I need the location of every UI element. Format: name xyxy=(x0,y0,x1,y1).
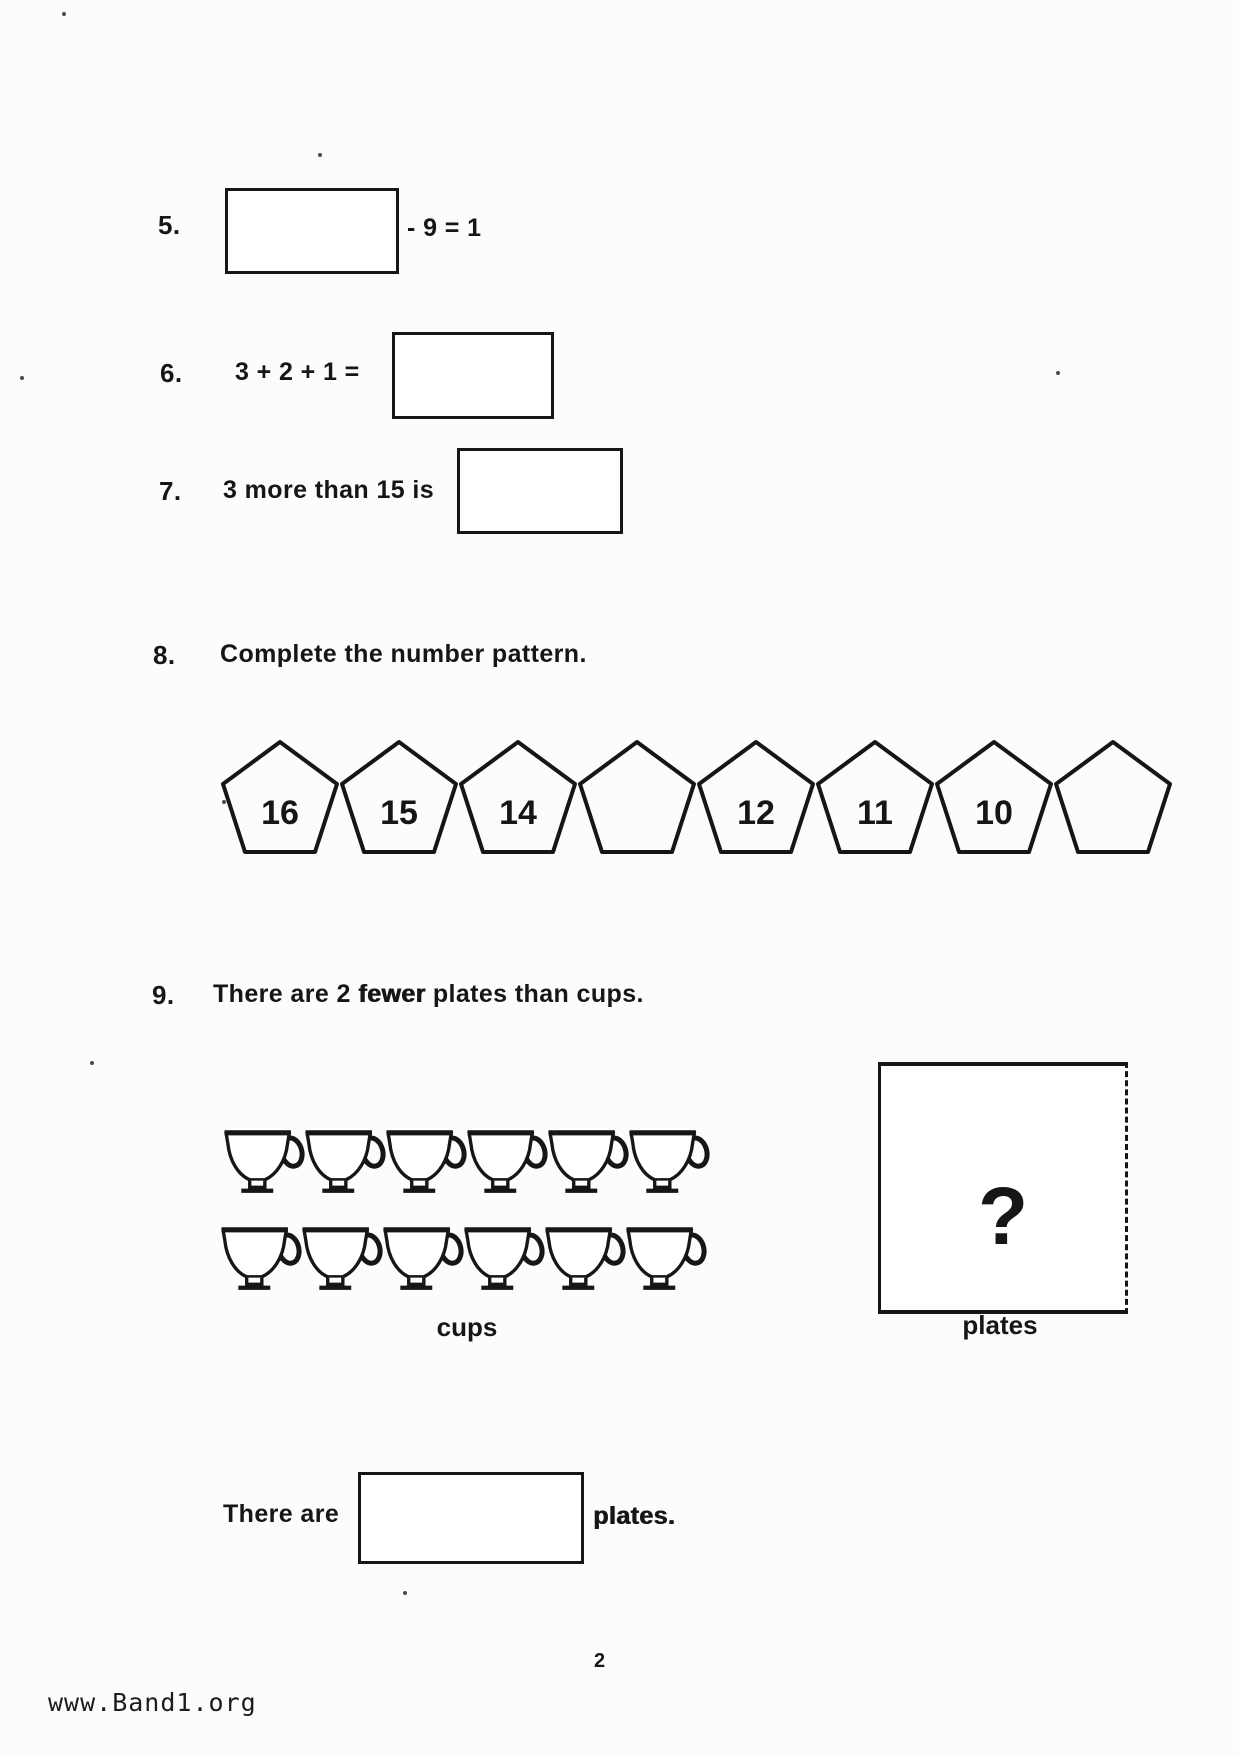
cup-icon xyxy=(219,1221,303,1299)
page-number: 2 xyxy=(594,1650,606,1672)
cup-icon xyxy=(462,1221,546,1299)
pentagon-shape xyxy=(932,736,1056,860)
scan-speck xyxy=(1056,371,1060,375)
pentagon-number: 14 xyxy=(499,794,537,832)
q6-answer-box[interactable] xyxy=(392,332,554,419)
q9-prompt-after: plates than cups. xyxy=(425,980,644,1008)
q8-prompt: Complete the number pattern. xyxy=(220,640,587,668)
pentagon-shape xyxy=(218,736,342,860)
q9-prompt-before: There are 2 xyxy=(213,980,359,1008)
pentagon-number: 12 xyxy=(737,794,775,832)
q5-expression: - 9 = 1 xyxy=(407,214,482,242)
q6-expression: 3 + 2 + 1 = xyxy=(235,358,360,386)
scan-speck xyxy=(62,12,66,16)
scan-speck xyxy=(403,1591,407,1595)
pentagon-outline xyxy=(1051,736,1175,860)
q5-number: 5. xyxy=(158,210,181,240)
number-pattern-row xyxy=(218,736,1178,864)
cups-row-2 xyxy=(219,1221,705,1299)
pentagon-blank[interactable] xyxy=(1051,736,1175,860)
scan-speck xyxy=(90,1061,94,1065)
pentagon-shape xyxy=(456,736,580,860)
pentagon-shape xyxy=(694,736,818,860)
plates-label: plates xyxy=(962,1310,1038,1340)
q9-number: 9. xyxy=(152,980,175,1010)
q9-prompt xyxy=(213,980,644,1009)
cups-row-1 xyxy=(222,1124,708,1202)
q8-number: 8. xyxy=(153,640,176,670)
q7-prompt: 3 more than 15 is xyxy=(223,476,435,504)
cup-icon xyxy=(546,1124,630,1202)
cup-icon xyxy=(300,1221,384,1299)
pentagon-number: 10 xyxy=(975,794,1013,832)
q5-answer-box[interactable] xyxy=(225,188,399,274)
cup-icon xyxy=(627,1124,711,1202)
question-mark: ? xyxy=(977,1171,1029,1262)
cups-label: cups xyxy=(436,1312,498,1342)
cup-icon xyxy=(381,1221,465,1299)
q9-answer-box[interactable] xyxy=(358,1472,584,1564)
q6-number: 6. xyxy=(160,358,183,388)
pentagon-number: 16 xyxy=(261,794,299,832)
pentagon-outline xyxy=(575,736,699,860)
q7-answer-box[interactable] xyxy=(457,448,623,534)
pentagon-shape xyxy=(813,736,937,860)
footer-url: www.Band1.org xyxy=(48,1688,257,1717)
cup-icon xyxy=(543,1221,627,1299)
cup-icon xyxy=(624,1221,708,1299)
pentagon-blank[interactable] xyxy=(575,736,699,860)
pentagon-number: 15 xyxy=(380,794,418,832)
cup-icon xyxy=(465,1124,549,1202)
scan-speck xyxy=(318,153,322,157)
q9-answer-suffix: plates. xyxy=(593,1502,675,1530)
cup-icon xyxy=(384,1124,468,1202)
q7-number: 7. xyxy=(159,476,182,506)
q9-prompt-bold: fewer xyxy=(358,980,426,1008)
pentagon-shape xyxy=(337,736,461,860)
cup-icon xyxy=(303,1124,387,1202)
pentagon-number: 11 xyxy=(857,794,893,832)
q9-answer-prefix: There are xyxy=(223,1500,340,1528)
scan-speck xyxy=(20,376,24,380)
plates-box xyxy=(878,1062,1128,1314)
cup-icon xyxy=(222,1124,306,1202)
